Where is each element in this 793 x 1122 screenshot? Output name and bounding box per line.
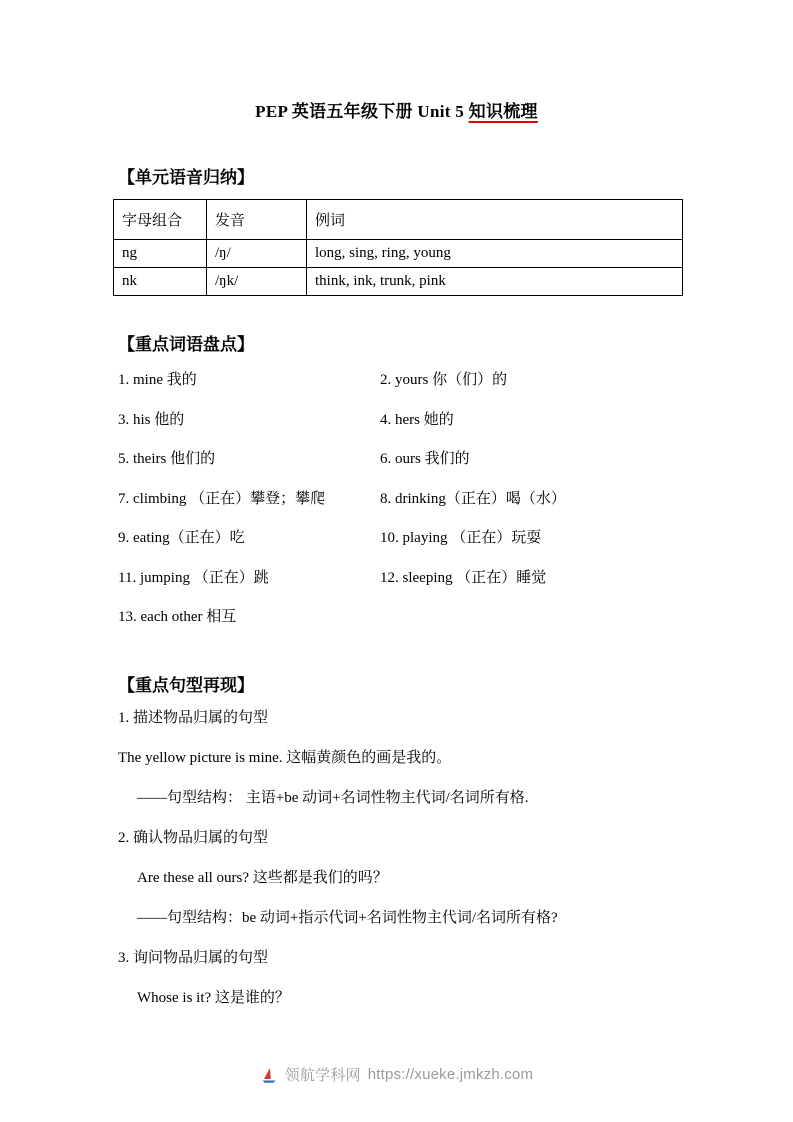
word-item: 8. drinking（正在）喝（水）: [380, 490, 566, 507]
word-item: 3. his 他的: [118, 411, 185, 428]
footer: [0, 1064, 793, 1085]
word-item: 2. yours 你（们）的: [380, 372, 508, 388]
word-list: [118, 368, 684, 645]
word-row: [118, 447, 684, 487]
word-item: 13. each other 相互: [118, 609, 237, 625]
sentence-line: The yellow picture is mine. 这幅黄颜色的画是我的。: [118, 750, 452, 766]
table-cell-pronunciation: /ŋ/: [207, 240, 307, 268]
word-item: 10. playing （正在）玩耍: [380, 530, 542, 546]
word-row: [118, 526, 684, 566]
table-row: [114, 268, 683, 296]
phonics-table: [113, 199, 683, 296]
word-item: 12. sleeping （正在）睡觉: [380, 569, 547, 586]
sentence-line: 3. 询问物品归属的句型: [118, 950, 269, 966]
sentence-line: Whose is it? 这是谁的？: [137, 990, 290, 1006]
word-item: 6. ours 我们的: [380, 451, 470, 467]
sentence-line: 2. 确认物品归属的句型: [118, 830, 269, 846]
word-item: 1. mine 我的: [118, 372, 197, 388]
section-heading-words: 【重点词语盘点】: [118, 335, 254, 354]
page-title-highlight: 知识梳理: [468, 102, 538, 121]
word-row: [118, 408, 684, 448]
word-row: [118, 368, 684, 408]
word-row: [118, 605, 684, 645]
sentence-list: [118, 706, 684, 1026]
sentence-line: Are these all ours? 这些都是我们的吗？: [137, 870, 388, 886]
word-item: 7. climbing （正在）攀登；攀爬: [118, 490, 326, 507]
sentence-line: ——句型结构： 主语+be 动词+名词性物主代词/名词所有格.: [137, 790, 529, 806]
sentence-line: ——句型结构：be 动词+指示代词+名词性物主代词/名词所有格?: [137, 910, 558, 926]
word-item: 4. hers 她的: [380, 411, 454, 428]
table-cell-examples: think, ink, trunk, pink: [307, 268, 683, 296]
table-cell-examples: long, sing, ring, young: [307, 240, 683, 268]
phonics-header-examples: 例词: [307, 200, 683, 240]
word-row: [118, 566, 684, 606]
phonics-header-row: [114, 200, 683, 240]
word-item: 9. eating（正在）吃: [118, 530, 245, 546]
word-row: [118, 487, 684, 527]
table-cell-letters: nk: [114, 268, 207, 296]
table-cell-letters: ng: [114, 240, 207, 268]
word-item: 11. jumping （正在）跳: [118, 569, 269, 586]
table-row: [114, 240, 683, 268]
phonics-header-pronunciation: 发音: [207, 200, 307, 240]
section-heading-sentences: 【重点句型再现】: [118, 676, 254, 695]
word-item: 5. theirs 他们的: [118, 451, 216, 467]
section-heading-phonics: 【单元语音归纳】: [118, 168, 254, 187]
phonics-header-letters: 字母组合: [114, 200, 207, 240]
page-title: [0, 97, 793, 122]
site-logo-icon: [260, 1066, 278, 1084]
page-title-text: PEP 英语五年级下册 Unit 5: [255, 102, 469, 121]
table-cell-pronunciation: /ŋk/: [207, 268, 307, 296]
footer-url: https://xueke.jmkzh.com: [367, 1066, 534, 1083]
footer-site-name: 领航学科网: [284, 1067, 361, 1084]
sentence-line: 1. 描述物品归属的句型: [118, 710, 269, 726]
